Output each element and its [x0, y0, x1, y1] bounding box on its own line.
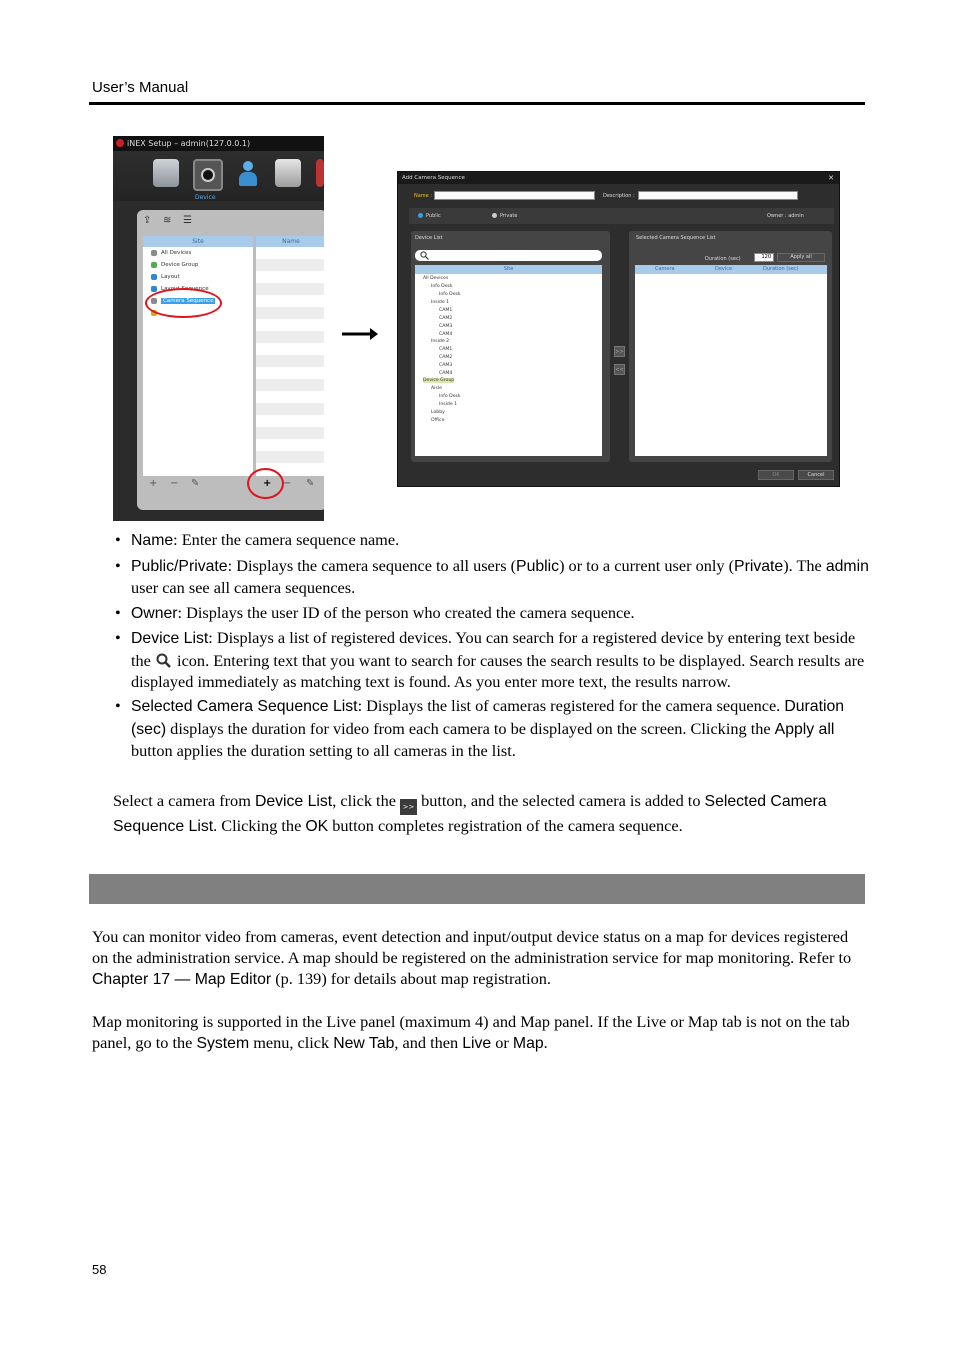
- tree-item[interactable]: Info Desk: [431, 284, 453, 289]
- tree-item[interactable]: CAM1: [439, 347, 453, 352]
- close-icon[interactable]: ✕: [828, 174, 834, 182]
- device-tree: [415, 265, 602, 456]
- description-label: Description :: [603, 193, 635, 199]
- map-support-paragraph: Map monitoring is supported in the Live panel (maximum 4) and Map panel. If the Live or Map tab is not on the tab panel, go to the System menu, click New Tab, and then Live or Map.: [92, 1012, 850, 1053]
- visibility-row: [409, 208, 834, 224]
- name-column-header: Name: [256, 236, 324, 247]
- setup-titlebar: [113, 136, 324, 151]
- app-logo-icon: [116, 139, 124, 147]
- tree-item[interactable]: CAM1: [439, 308, 453, 313]
- private-label: Private: [500, 213, 518, 219]
- tree-item-device-group[interactable]: Device Group: [423, 378, 455, 383]
- device-site-header: Site: [415, 265, 602, 274]
- site-remove-button[interactable]: −: [170, 478, 179, 489]
- selected-sequence-panel: [629, 231, 832, 462]
- remove-sequence-button[interactable]: −: [283, 478, 292, 489]
- more-tool-icon[interactable]: [316, 159, 324, 187]
- tree-item-camera-sequence[interactable]: Camera Sequence: [143, 295, 253, 307]
- header-rule: [89, 102, 865, 105]
- device-column-header: Device: [715, 266, 733, 272]
- tree-item[interactable]: CAM4: [439, 371, 453, 376]
- device-tab-label: Device: [195, 194, 216, 201]
- search-icon: [420, 251, 429, 260]
- tree-item[interactable]: All Devices: [143, 247, 253, 259]
- public-radio[interactable]: [418, 213, 423, 218]
- map-intro-paragraph: You can monitor video from cameras, event detection and input/output device status on a map for devices registered on the administration service. A map should be registered on the administration service for map monitoring. Refer to Chapter 17 — Map Editor (p. 139) for details about map registration.: [92, 927, 852, 989]
- device-search-input[interactable]: [415, 250, 602, 261]
- search-icon: [155, 653, 173, 669]
- duration-column-header: Duration (sec): [763, 266, 799, 272]
- select-camera-paragraph: Select a camera from Device List, click the >> button, and the selected camera is added to Selected Camera Sequence List. Clicking the OK button completes registration of the camera sequence.: [113, 791, 827, 835]
- setup-window-screenshot: [113, 136, 324, 521]
- tree-item[interactable]: Layout: [143, 271, 253, 283]
- move-left-button[interactable]: <<: [614, 364, 625, 375]
- owner-label: Owner : admin: [767, 213, 804, 219]
- tree-item[interactable]: Layout Sequence: [143, 283, 253, 295]
- list-item: • Name: Enter the camera sequence name.: [113, 529, 873, 551]
- duration-field[interactable]: 120: [754, 253, 774, 262]
- site-column-header: Site: [143, 236, 253, 247]
- cancel-button[interactable]: Cancel: [798, 470, 834, 480]
- arrow-icon: [342, 327, 378, 341]
- tree-item[interactable]: CAM2: [439, 316, 453, 321]
- device-panel: [137, 210, 324, 510]
- tree-item[interactable]: Inside 2: [431, 339, 450, 344]
- list-item: • Device List: Displays a list of registered devices. You can search for a registered device by entering text beside the icon. Entering text that you want to search for causes the search results to be displayed. Search results are displayed immediately as matching text is found. As you enter more text, the results narrow.: [113, 627, 873, 692]
- tree-item[interactable]: CAM3: [439, 324, 453, 329]
- list-item: • Public/Private: Displays the camera sequence to all users (Public) or to a current user only (Private). The admin user can see all camera sequences.: [113, 555, 873, 598]
- tree-item[interactable]: Info Desk: [439, 394, 461, 399]
- section-heading-bar: [89, 874, 865, 904]
- device-list-panel: [411, 231, 610, 462]
- apply-all-button[interactable]: Apply all: [777, 253, 825, 262]
- setup-window-title: iNEX Setup – admin(127.0.0.1): [127, 139, 251, 148]
- site-add-button[interactable]: +: [149, 478, 158, 489]
- tree-item[interactable]: Office: [431, 418, 445, 423]
- public-label: Public: [426, 213, 441, 219]
- device-list-title: Device List: [415, 235, 443, 241]
- field-description-list: [113, 529, 873, 765]
- description-field[interactable]: [638, 191, 798, 200]
- page-number: 58: [92, 1262, 107, 1277]
- list-item: • Selected Camera Sequence List: Displays the list of cameras registered for the camera sequence. Duration (sec) displays the duration for video from each camera to be displayed on the screen. Clicking the Apply all button applies the duration setting to all cameras in the list.: [113, 695, 873, 761]
- schedule-clock-icon[interactable]: [275, 159, 301, 187]
- site-edit-icon[interactable]: ✎: [191, 478, 200, 489]
- dialog-title: Add Camera Sequence: [398, 172, 840, 184]
- tree-item[interactable]: Info Desk: [439, 292, 461, 297]
- tree-item[interactable]: CAM3: [439, 363, 453, 368]
- highlight-add-button: [247, 468, 284, 499]
- site-tree: [143, 236, 253, 476]
- import-icon[interactable]: ⇪: [143, 215, 152, 226]
- move-right-inline-icon: >>: [400, 799, 417, 815]
- list-item: • Owner: Displays the user ID of the person who created the camera sequence.: [113, 602, 873, 624]
- selected-camera-list: [635, 265, 827, 456]
- ok-button[interactable]: OK: [758, 470, 794, 480]
- add-sequence-button[interactable]: +: [263, 478, 272, 489]
- header-title: User’s Manual: [92, 79, 189, 96]
- network-icon[interactable]: ≋: [163, 215, 172, 226]
- tree-item[interactable]: Lobby: [431, 410, 445, 415]
- tree-item[interactable]: CAM4: [439, 332, 453, 337]
- selected-list-title: Selected Camera Sequence List: [636, 235, 716, 241]
- tree-item[interactable]: Inside 1: [431, 300, 450, 305]
- name-field[interactable]: [434, 191, 595, 200]
- tree-item[interactable]: CAM2: [439, 355, 453, 360]
- tree-item[interactable]: Inside 1: [439, 402, 458, 407]
- camera-column-header: Camera: [655, 266, 675, 272]
- tree-item[interactable]: All Devices: [423, 276, 449, 281]
- list-icon[interactable]: ☰: [183, 215, 192, 226]
- setup-toolbar: [113, 151, 324, 201]
- selected-list-header: [635, 265, 827, 274]
- highlight-camera-sequence: [145, 288, 222, 318]
- device-camera-icon[interactable]: [193, 159, 223, 191]
- tree-item[interactable]: Device Group: [143, 259, 253, 271]
- user-icon[interactable]: [235, 159, 261, 187]
- name-list: [256, 236, 324, 476]
- move-right-button[interactable]: >>: [614, 346, 625, 357]
- name-label: Name :: [414, 193, 433, 199]
- add-camera-sequence-dialog: [397, 171, 840, 487]
- duration-label: Duration (sec): [705, 256, 741, 262]
- server-icon[interactable]: [153, 159, 179, 187]
- private-radio[interactable]: [492, 213, 497, 218]
- edit-sequence-icon[interactable]: ✎: [306, 478, 315, 489]
- tree-item[interactable]: Aisle: [431, 386, 442, 391]
